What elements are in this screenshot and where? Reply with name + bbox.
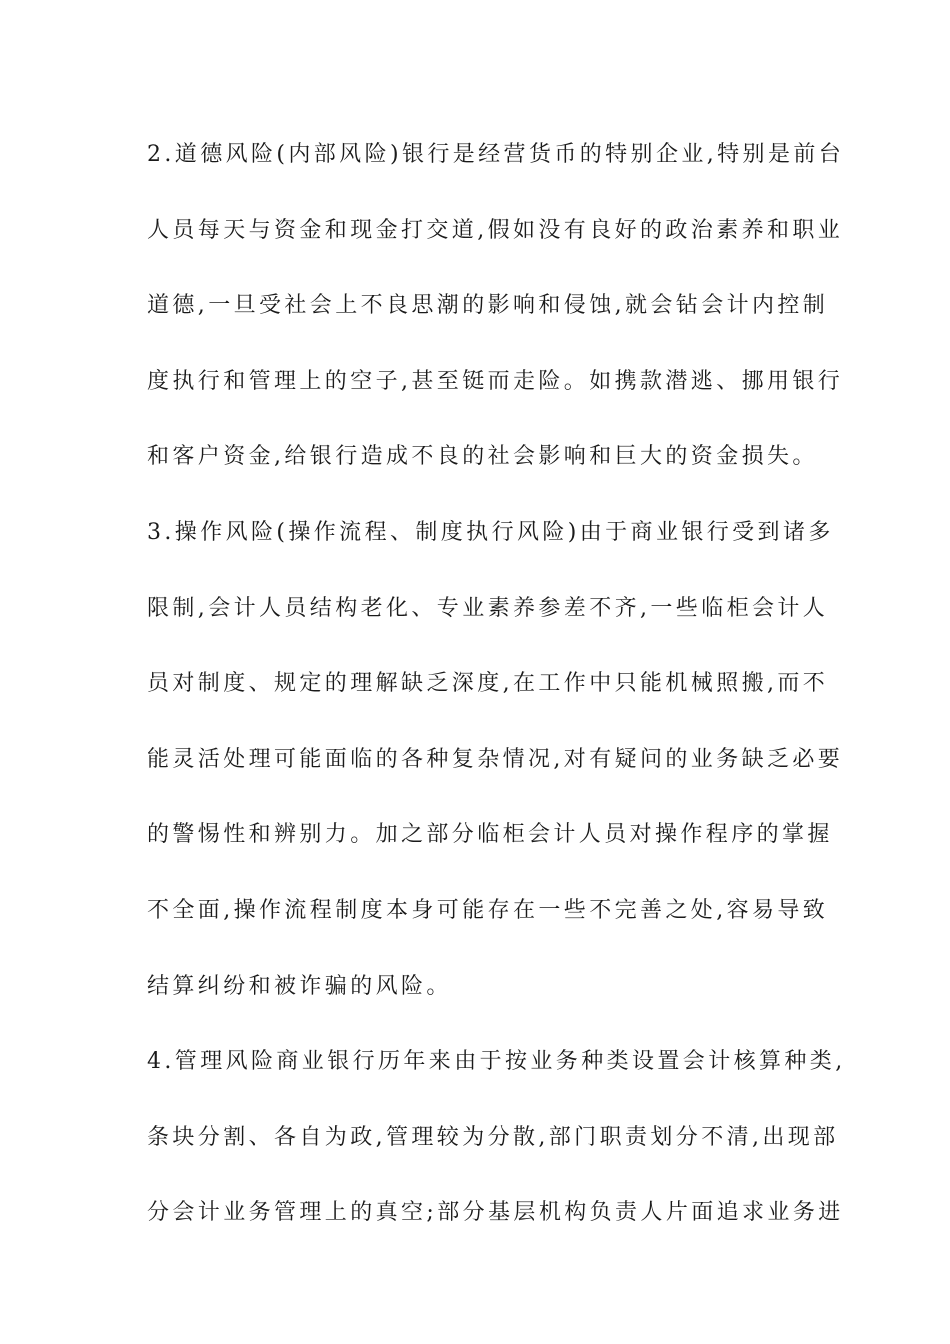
text-line: 2.道德风险(内部风险)银行是经营货币的特别企业,特别是前台 (147, 142, 845, 167)
text-line: 结算纠纷和被诈骗的风险。 (147, 973, 452, 999)
text-line: 不全面,操作流程制度本身可能存在一些不完善之处,容易导致 (147, 897, 829, 923)
text-line: 度执行和管理上的空子,甚至铤而走险。如携款潜逃、挪用银行 (147, 368, 844, 394)
text-line: 分会计业务管理上的真空;部分基层机构负责人片面追求业务进 (147, 1200, 844, 1226)
text-line: 限制,会计人员结构老化、专业素养参差不齐,一些临柜会计人 (147, 595, 829, 621)
text-line: 的警惕性和辨别力。加之部分临柜会计人员对操作程序的掌握 (147, 822, 833, 848)
text-line: 3.操作风险(操作流程、制度执行风险)由于商业银行受到诸多 (147, 519, 834, 545)
text-line: 条块分割、各自为政,管理较为分散,部门职责划分不清,出现部 (147, 1124, 839, 1150)
body-text (147, 130, 846, 1264)
text-line: 4.管理风险商业银行历年来由于按业务种类设置会计核算种类, (147, 1049, 846, 1075)
text-line: 人员每天与资金和现金打交道,假如没有良好的政治素养和职业 (147, 217, 844, 243)
text-line: 能灵活处理可能面临的各种复杂情况,对有疑问的业务缺乏必要 (147, 746, 844, 772)
text-line: 道德,一旦受社会上不良思潮的影响和侵蚀,就会钻会计内控制 (147, 293, 829, 319)
text-line: 员对制度、规定的理解缺乏深度,在工作中只能机械照搬,而不 (147, 671, 829, 697)
text-line: 和客户资金,给银行造成不良的社会影响和巨大的资金损失。 (147, 444, 818, 470)
